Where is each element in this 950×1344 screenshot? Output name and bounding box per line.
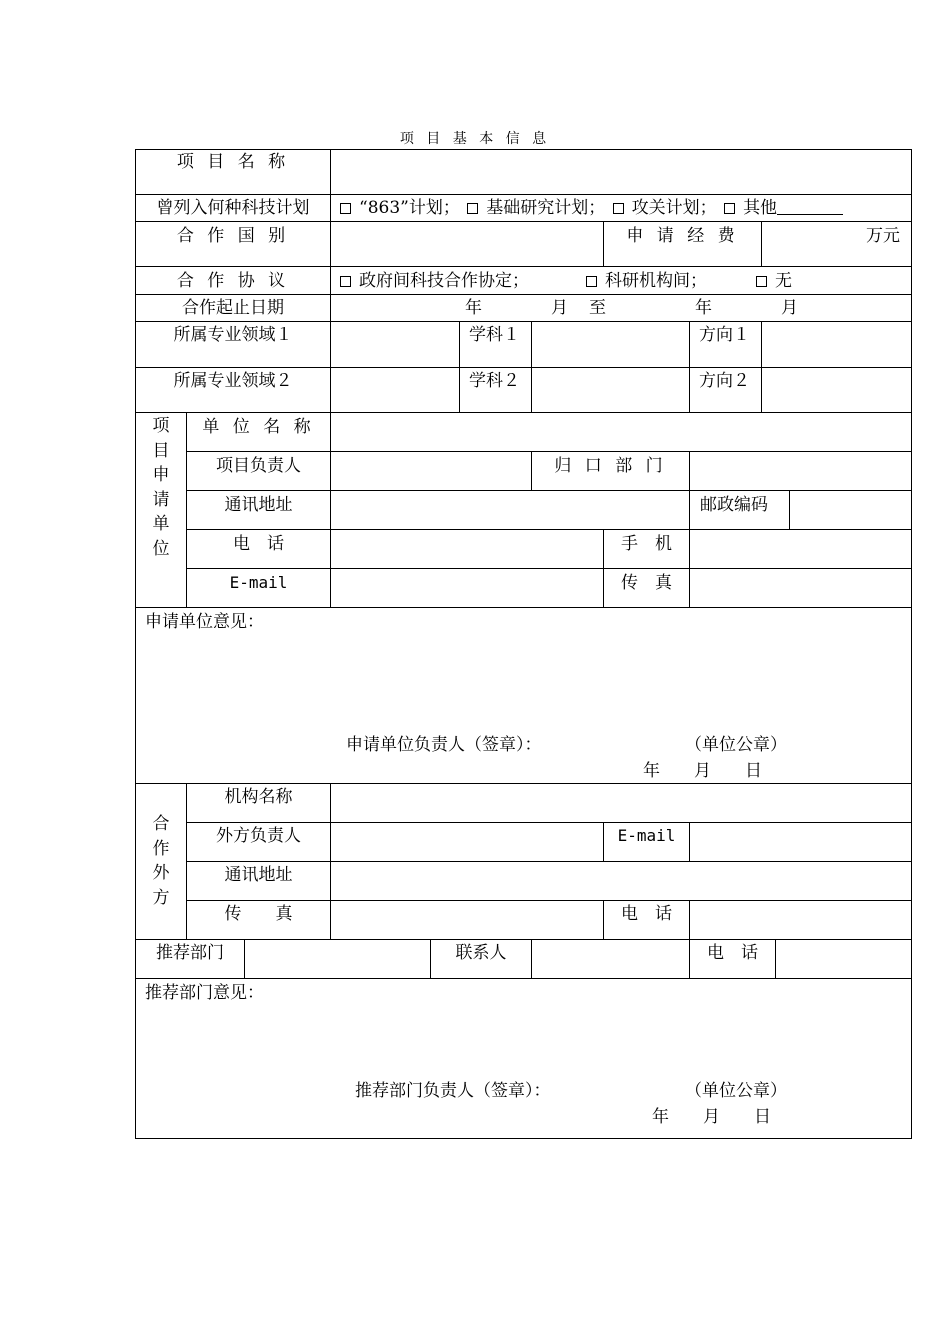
agreement-option-government: 政府间科技合作协定； xyxy=(359,271,529,291)
row-divider xyxy=(135,294,912,295)
plan-option-key: 攻关计划； xyxy=(631,198,717,218)
period-year-end: 年 xyxy=(695,298,712,318)
row-divider xyxy=(186,861,912,862)
applicant-section-label: 项目申请单位 xyxy=(152,416,170,559)
address-label: 通讯地址 xyxy=(224,495,293,515)
col-divider xyxy=(330,412,331,607)
col-divider xyxy=(761,221,762,266)
partner-section-label: 合作外方 xyxy=(152,814,170,908)
row-divider xyxy=(186,568,912,569)
plan-label: 曾列入何种科技计划 xyxy=(156,198,310,218)
checkbox-government[interactable] xyxy=(340,276,351,287)
contact-label: 联系人 xyxy=(455,943,507,963)
leader-label: 项目负责人 xyxy=(216,456,301,476)
col-divider xyxy=(330,783,331,939)
row-divider xyxy=(135,939,912,940)
field1-label: 所属专业领域１ xyxy=(173,325,293,345)
applicant-sign: 申请单位负责人（签章）： xyxy=(346,735,542,755)
agreement-option-institution: 科研机构间； xyxy=(605,271,707,291)
country-label: 合 作 国 别 xyxy=(176,226,290,246)
recommend-seal: （单位公章） xyxy=(685,1081,787,1101)
direction1-label: 方向１ xyxy=(699,325,750,345)
plan-option-basic: 基础研究计划； xyxy=(486,198,606,218)
partner-address-label: 通讯地址 xyxy=(224,865,293,885)
col-divider xyxy=(531,939,532,978)
phone-label: 电 话 xyxy=(233,534,284,554)
partner-phone-label: 电 话 xyxy=(621,904,672,924)
funding-label: 申 请 经 费 xyxy=(626,226,739,246)
col-divider xyxy=(761,321,762,412)
col-divider xyxy=(689,321,690,412)
col-divider xyxy=(689,490,690,529)
row-divider xyxy=(135,321,912,322)
direction2-label: 方向２ xyxy=(699,371,750,391)
recommend-phone-label: 电 话 xyxy=(707,943,758,963)
row-divider xyxy=(186,822,912,823)
field2-label: 所属专业领域２ xyxy=(173,371,293,391)
period-year-start: 年 xyxy=(465,298,482,318)
recommend-label: 推荐部门 xyxy=(156,943,224,963)
row-divider xyxy=(186,529,912,530)
agreement-options xyxy=(338,271,529,291)
org-name-label: 机构名称 xyxy=(224,787,293,807)
row-divider xyxy=(135,367,912,368)
dept-label: 归 口 部 门 xyxy=(554,456,667,476)
checkbox-none[interactable] xyxy=(756,276,767,287)
partner-email-label: E-mail xyxy=(617,826,676,845)
plan-option-863: “863”计划； xyxy=(359,198,460,218)
applicant-opinion-label: 申请单位意见： xyxy=(145,612,264,632)
email-label: E-mail xyxy=(229,573,288,592)
row-divider xyxy=(135,194,912,195)
recommend-sign: 推荐部门负责人（签章）： xyxy=(355,1081,551,1101)
foreign-leader-label: 外方负责人 xyxy=(216,826,301,846)
applicant-date: 年 月 日 xyxy=(643,761,762,781)
agreement-option-none: 无 xyxy=(775,271,792,291)
row-divider xyxy=(135,266,912,267)
period-month-start: 月 xyxy=(551,298,568,318)
project-name-label: 项 目 名 称 xyxy=(176,152,290,172)
period-month-end: 月 xyxy=(781,298,798,318)
row-divider xyxy=(186,490,912,491)
col-divider xyxy=(459,321,460,412)
period-to: 至 xyxy=(589,298,606,318)
postcode-label: 邮政编码 xyxy=(700,495,768,515)
row-divider xyxy=(135,412,912,413)
col-divider xyxy=(775,939,776,978)
recommend-opinion-label: 推荐部门意见： xyxy=(145,983,264,1003)
partner-fax-label: 传 真 xyxy=(224,904,293,924)
checkbox-institution[interactable] xyxy=(586,276,597,287)
checkbox-basic-research[interactable] xyxy=(467,203,478,214)
col-divider xyxy=(689,451,690,490)
recommend-date: 年 月 日 xyxy=(652,1107,771,1127)
col-divider xyxy=(244,939,245,978)
row-divider xyxy=(186,451,912,452)
plan-option-other: 其他 xyxy=(743,198,778,218)
agreement-label: 合 作 协 议 xyxy=(176,271,290,291)
agreement-none xyxy=(754,271,792,291)
subject1-label: 学科１ xyxy=(469,325,520,345)
funding-unit: 万元 xyxy=(866,226,900,246)
agreement-institution xyxy=(584,271,707,291)
period-label: 合作起止日期 xyxy=(182,298,284,318)
form-title: 项 目 基 本 信 息 xyxy=(399,131,551,147)
plan-options xyxy=(338,198,843,218)
col-divider xyxy=(689,900,690,939)
col-divider xyxy=(689,822,690,861)
checkbox-863[interactable] xyxy=(340,203,351,214)
row-divider xyxy=(135,978,912,979)
checkbox-other[interactable] xyxy=(724,203,735,214)
unit-name-label: 单 位 名 称 xyxy=(202,417,315,437)
col-divider xyxy=(789,490,790,529)
applicant-seal: （单位公章） xyxy=(685,735,787,755)
fax-label: 传 真 xyxy=(621,573,672,593)
col-divider xyxy=(531,321,532,412)
checkbox-key-tech[interactable] xyxy=(613,203,624,214)
mobile-label: 手 机 xyxy=(621,534,672,554)
subject2-label: 学科２ xyxy=(469,371,520,391)
row-divider xyxy=(135,607,912,608)
col-divider xyxy=(689,529,690,607)
project-name-field[interactable] xyxy=(331,152,911,192)
row-divider xyxy=(135,221,912,222)
other-blank-line[interactable] xyxy=(777,200,843,215)
row-divider xyxy=(135,783,912,784)
row-divider xyxy=(186,900,912,901)
